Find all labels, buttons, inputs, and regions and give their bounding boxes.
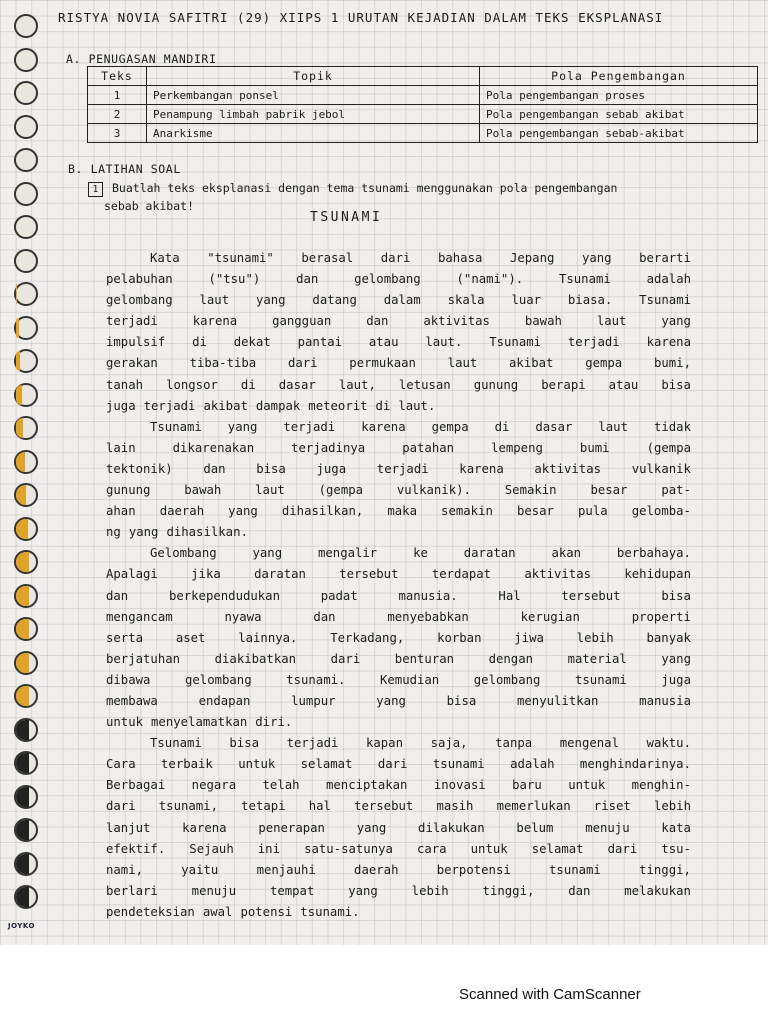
essay-line: dari tsunami, tetapi hal tersebut masih memerlukan riset lebih	[106, 799, 691, 814]
essay-line: Kata "tsunami" berasal dari bahasa Jepang yang berarti	[150, 251, 691, 265]
binding-hole	[14, 785, 38, 809]
table-cell-topik: Penampung limbah pabrik jebol	[147, 105, 480, 124]
binding-hole	[14, 81, 38, 105]
essay-line: terjadi karena gangguan dan aktivitas bawah laut yang	[106, 314, 691, 329]
essay-line: lanjut karena penerapan yang dilakukan belum menuju kata	[106, 820, 691, 835]
page-header: RISTYA NOVIA SAFITRI (29) XIIPS 1 URUTAN KEJADIAN DALAM TEKS EKSPLANASI	[58, 10, 664, 25]
essay-line: gelombang laut yang datang dalam skala luar biasa. Tsunami	[106, 293, 691, 308]
binding-hole	[14, 885, 38, 909]
table-cell-topik: Perkembangan ponsel	[147, 86, 480, 105]
question-text-line: sebab akibat!	[104, 199, 195, 213]
essay-line: pelabuhan ("tsu") dan gelombang ("nami"). Tsunami adalah	[106, 272, 691, 287]
essay-line: Gelombang yang mengalir ke daratan akan berbahaya.	[150, 546, 691, 561]
essay-line: membawa endapan lumpur yang bisa menyulitkan manusia	[106, 693, 691, 708]
table-row	[88, 124, 758, 143]
table-cell-teks: 3	[88, 124, 147, 143]
essay-line: tektonik) dan bisa juga terjadi karena aktivitas vulkanik	[106, 461, 691, 476]
spiral-binding	[14, 14, 44, 914]
essay-line: Apalagi jika daratan tersebut terdapat aktivitas kehidupan	[106, 567, 691, 582]
binding-hole	[14, 215, 38, 239]
table-cell-pola: Pola pengembangan sebab-akibat	[480, 124, 758, 143]
essay-line: ahan daerah yang dihasilkan, maka semakin besar pula gelomba-	[106, 504, 691, 519]
binding-hole	[14, 316, 38, 340]
table-header-row	[88, 67, 758, 86]
table-cell-pola: Pola pengembangan sebab akibat	[480, 105, 758, 124]
binding-hole	[14, 450, 38, 474]
table-cell-teks: 2	[88, 105, 147, 124]
binding-hole	[14, 718, 38, 742]
question-text-line: Buatlah teks eksplanasi dengan tema tsunami menggunakan pola pengembangan	[112, 181, 618, 195]
essay-line: pendeteksian awal potensi tsunami.	[106, 904, 360, 919]
scanner-watermark: Scanned with CamScanner	[459, 986, 641, 1003]
essay-line: Berbagai negara telah menciptakan inovasi baru untuk menghin-	[106, 778, 691, 793]
binding-hole	[14, 584, 38, 608]
binding-hole	[14, 517, 38, 541]
binding-hole	[14, 751, 38, 775]
table-cell-pola: Pola pengembangan proses	[480, 86, 758, 105]
binding-hole	[14, 182, 38, 206]
binding-hole	[14, 818, 38, 842]
table-header-teks: Teks	[88, 67, 147, 86]
table-row	[88, 86, 758, 105]
section-a-heading: A. PENUGASAN MANDIRI	[66, 52, 217, 66]
binding-hole	[14, 383, 38, 407]
binding-hole	[14, 651, 38, 675]
binding-hole	[14, 416, 38, 440]
table-cell-teks: 1	[88, 86, 147, 105]
essay-line: ng yang dihasilkan.	[106, 525, 248, 540]
essay-line: gerakan tiba-tiba dari permukaan laut akibat gempa bumi,	[106, 356, 691, 371]
table-cell-topik: Anarkisme	[147, 124, 480, 143]
section-b-heading: B. LATIHAN SOAL	[68, 162, 181, 176]
question-number-box: 1	[88, 182, 103, 197]
essay-line: dibawa gelombang tsunami. Kemudian gelombang tsunami juga	[106, 672, 691, 687]
essay-line: berjatuhan diakibatkan dari benturan dengan material yang	[106, 651, 691, 666]
binding-hole	[14, 617, 38, 641]
essay-line: efektif. Sejauh ini satu-satunya cara untuk selamat dari tsu-	[106, 841, 691, 856]
table-row	[88, 105, 758, 124]
essay-line: untuk menyelamatkan diri.	[106, 715, 293, 730]
essay-title: TSUNAMI	[310, 210, 383, 225]
essay-line: Tsunami yang terjadi karena gempa di dasar laut tidak	[150, 419, 691, 434]
binding-hole	[14, 483, 38, 507]
essay-line: mengancam nyawa dan menyebabkan kerugian properti	[106, 609, 691, 624]
binding-hole	[14, 349, 38, 373]
binding-hole	[14, 684, 38, 708]
binding-hole	[14, 282, 38, 306]
binding-hole	[14, 852, 38, 876]
task-table	[87, 66, 758, 143]
essay-line: Tsunami bisa terjadi kapan saja, tanpa mengenal waktu.	[150, 736, 691, 751]
table-header-topik: Topik	[147, 67, 480, 86]
essay-line: gunung bawah laut (gempa vulkanik). Semakin besar pat-	[106, 483, 691, 498]
essay-line: juga terjadi akibat dampak meteorit di laut.	[106, 398, 436, 413]
essay-line: dan berkependudukan padat manusia. Hal tersebut bisa	[106, 588, 691, 603]
essay-line: serta aset lainnya. Terkadang, korban jiwa lebih banyak	[106, 630, 691, 645]
essay-line: berlari menuju tempat yang lebih tinggi, dan melakukan	[106, 883, 691, 898]
notebook-brand-logo: JOYKO	[8, 922, 35, 930]
essay-line: Cara terbaik untuk selamat dari tsunami adalah menghindarinya.	[106, 757, 691, 772]
essay-line: impulsif di dekat pantai atau laut. Tsunami terjadi karena	[106, 335, 691, 350]
table-header-pola: Pola Pengembangan	[480, 67, 758, 86]
binding-hole	[14, 115, 38, 139]
essay-line: nami, yaitu menjauhi daerah berpotensi tsunami tinggi,	[106, 862, 691, 877]
binding-hole	[14, 550, 38, 574]
essay-body	[106, 248, 691, 923]
essay-line: tanah longsor di dasar laut, letusan gunung berapi atau bisa	[106, 377, 691, 392]
binding-hole	[14, 148, 38, 172]
binding-hole	[14, 48, 38, 72]
essay-line: lain dikarenakan terjadinya patahan lempeng bumi (gempa	[106, 440, 691, 455]
binding-hole	[14, 14, 38, 38]
binding-hole	[14, 249, 38, 273]
